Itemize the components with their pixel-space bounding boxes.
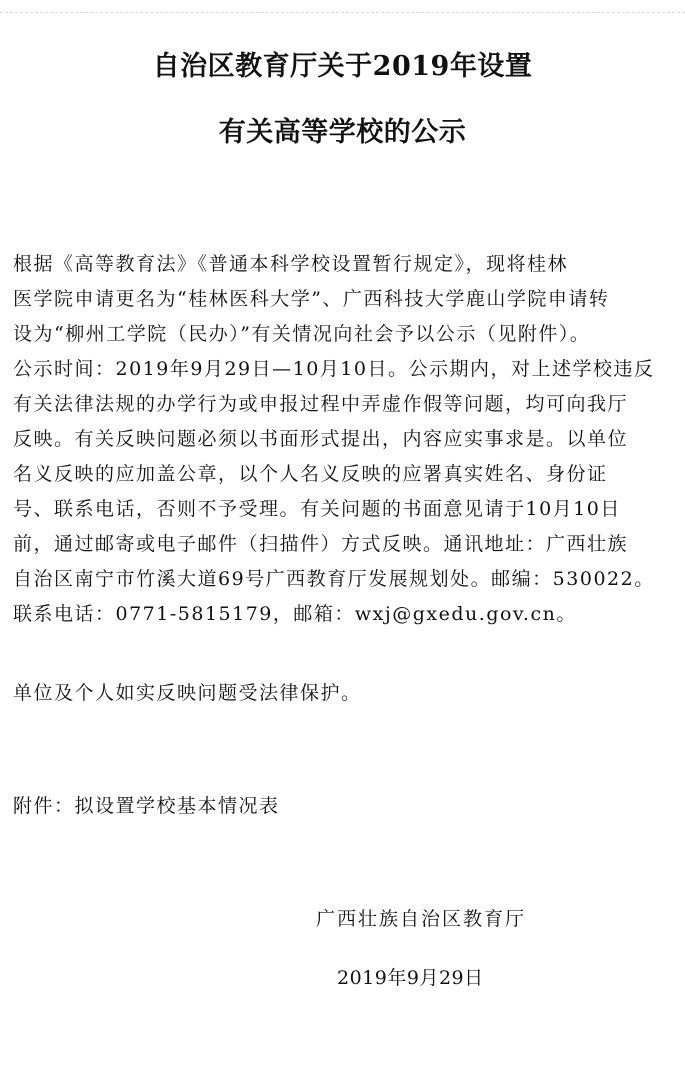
legal-protection-note: 单位及个人如实反映问题受法律保护。 bbox=[13, 682, 362, 704]
title-line-2: 有关高等学校的公示 bbox=[218, 117, 467, 148]
body-line: 设为“柳州工学院（民办）”有关情况向社会予以公示（见附件）。 bbox=[13, 323, 591, 345]
top-divider bbox=[0, 12, 685, 13]
title-line-1: 自治区教育厅关于2019年设置 bbox=[152, 51, 533, 82]
body-line: 医学院申请更名为“桂林医科大学”、广西科技大学鹿山学院申请转 bbox=[13, 288, 610, 310]
signature-org: 广西壮族自治区教育厅 bbox=[316, 908, 527, 930]
attachment-line: 附件：拟设置学校基本情况表 bbox=[13, 795, 280, 817]
body-line: 有关法律法规的办学行为或申报过程中弄虚作假等问题，均可向我厅 bbox=[13, 393, 629, 415]
body-line: 根据《高等教育法》《普通本科学校设置暂行规定》，现将桂林 bbox=[13, 253, 569, 275]
body-line: 自治区南宁市竹溪大道69号广西教育厅发展规划处。邮编：530022。 bbox=[13, 568, 655, 590]
body-line: 名义反映的应加盖公章，以个人名义反映的应署真实姓名、身份证 bbox=[13, 463, 608, 485]
body-line: 前，通过邮寄或电子邮件（扫描件）方式反映。通讯地址：广西壮族 bbox=[13, 533, 629, 555]
body-line: 号、联系电话，否则不予受理。有关问题的书面意见请于10月10日 bbox=[13, 498, 621, 520]
signature-date: 2019年9月29日 bbox=[337, 967, 484, 989]
body-line: 联系电话：0771-5815179，邮箱：wxj@gxedu.gov.cn。 bbox=[13, 603, 577, 625]
body-line: 公示时间：2019年9月29日—10月10日。公示期内，对上述学校违反 bbox=[13, 358, 655, 380]
body-line: 反映。有关反映问题必须以书面形式提出，内容应实事求是。以单位 bbox=[13, 428, 629, 450]
